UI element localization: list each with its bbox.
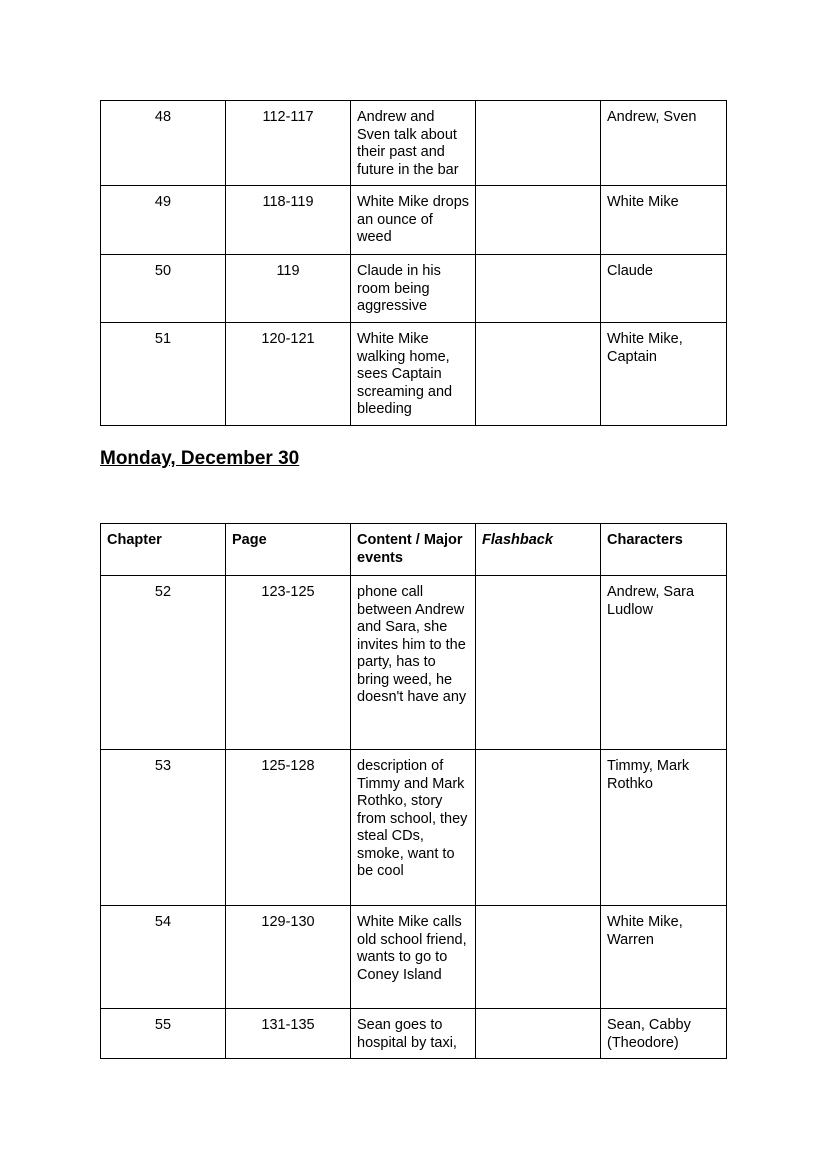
chapter-cell: 52 [101, 576, 226, 750]
content-cell: phone call between Andrew and Sara, she invites him to the party, has to bring weed, he doesn't have any [351, 576, 476, 750]
page-cell: 123-125 [226, 576, 351, 750]
table-row [101, 323, 727, 426]
table-row [101, 750, 727, 906]
column-header-content: Content / Major events [351, 524, 476, 576]
flashback-cell [476, 186, 601, 255]
flashback-cell [476, 255, 601, 323]
column-header-flashback: Flashback [476, 524, 601, 576]
table-row [101, 576, 727, 750]
chapter-cell: 50 [101, 255, 226, 323]
content-cell: White Mike walking home, sees Captain screaming and bleeding [351, 323, 476, 426]
page-cell: 118-119 [226, 186, 351, 255]
table-row [101, 101, 727, 186]
content-cell: White Mike drops an ounce of weed [351, 186, 476, 255]
table-row [101, 1009, 727, 1059]
page-cell: 129-130 [226, 906, 351, 1009]
content-cell: description of Timmy and Mark Rothko, story from school, they steal CDs, smoke, want to be cool [351, 750, 476, 906]
table-row [101, 186, 727, 255]
column-header-characters: Characters [601, 524, 727, 576]
characters-cell: Andrew, Sven [601, 101, 727, 186]
page-cell: 119 [226, 255, 351, 323]
chapter-cell: 53 [101, 750, 226, 906]
flashback-cell [476, 323, 601, 426]
page-cell: 125-128 [226, 750, 351, 906]
column-header-chapter: Chapter [101, 524, 226, 576]
flashback-cell [476, 750, 601, 906]
characters-cell: Andrew, Sara Ludlow [601, 576, 727, 750]
table-row [101, 906, 727, 1009]
chapter-cell: 54 [101, 906, 226, 1009]
chapter-cell: 51 [101, 323, 226, 426]
chapter-cell: 55 [101, 1009, 226, 1059]
chapter-cell: 48 [101, 101, 226, 186]
chapter-table-bottom [100, 523, 727, 1059]
flashback-cell [476, 576, 601, 750]
chapter-table-top [100, 100, 727, 426]
flashback-cell [476, 906, 601, 1009]
flashback-cell [476, 1009, 601, 1059]
content-cell: Andrew and Sven talk about their past and future in the bar [351, 101, 476, 186]
page-cell: 120-121 [226, 323, 351, 426]
page-cell: 131-135 [226, 1009, 351, 1059]
characters-cell: White Mike [601, 186, 727, 255]
section-heading: Monday, December 30 [100, 448, 300, 469]
characters-cell: Claude [601, 255, 727, 323]
characters-cell: White Mike, Captain [601, 323, 727, 426]
characters-cell: White Mike, Warren [601, 906, 727, 1009]
flashback-cell [476, 101, 601, 186]
column-header-page: Page [226, 524, 351, 576]
content-cell: Sean goes to hospital by taxi, [351, 1009, 476, 1059]
chapter-cell: 49 [101, 186, 226, 255]
table-header-row [101, 524, 727, 576]
content-cell: Claude in his room being aggressive [351, 255, 476, 323]
characters-cell: Sean, Cabby (Theodore) [601, 1009, 727, 1059]
page-cell: 112-117 [226, 101, 351, 186]
characters-cell: Timmy, Mark Rothko [601, 750, 727, 906]
content-cell: White Mike calls old school friend, wants to go to Coney Island [351, 906, 476, 1009]
table-row [101, 255, 727, 323]
